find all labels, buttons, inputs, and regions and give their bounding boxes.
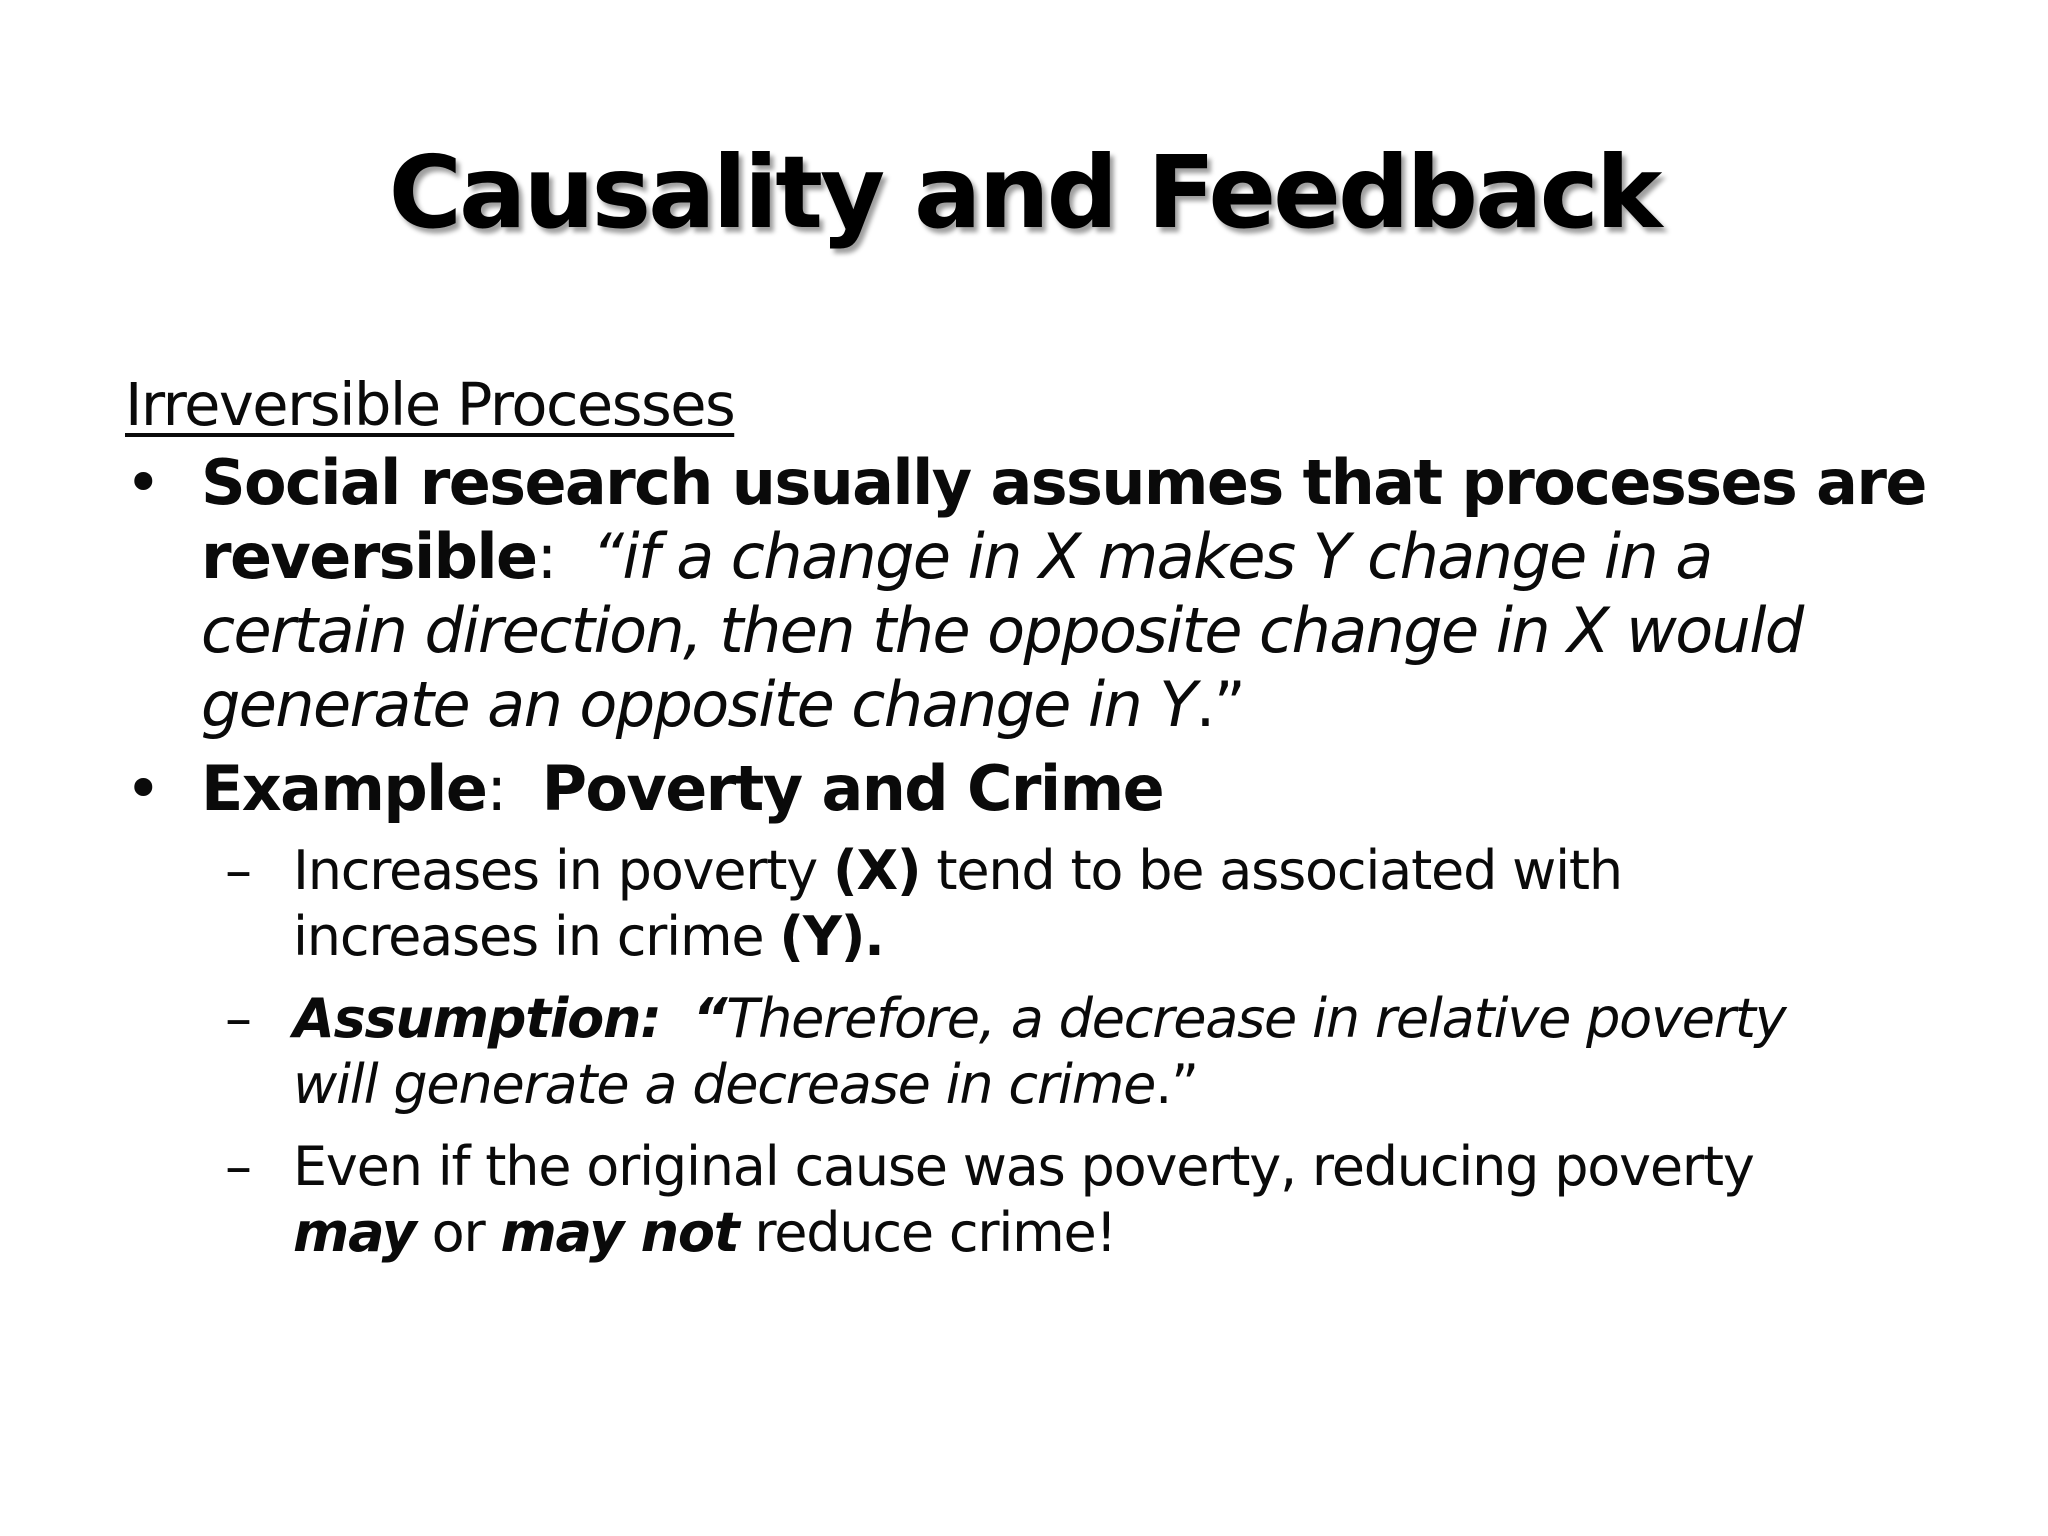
variable-x-label: (X) bbox=[833, 839, 921, 902]
variable-y-label: (Y). bbox=[779, 905, 884, 968]
bullet-reversible-assumption bbox=[125, 446, 1961, 742]
bullet-line bbox=[201, 520, 1961, 594]
slide-body bbox=[125, 368, 1945, 1266]
bullet-marker: • bbox=[125, 752, 160, 825]
sub-bullet-line bbox=[293, 986, 1945, 1052]
bullet-example bbox=[125, 752, 1945, 826]
bullet-quote-line-1: “if a change in X makes Y change in a bbox=[591, 520, 1712, 593]
bullet-marker: • bbox=[125, 446, 160, 519]
section-heading: Irreversible Processes bbox=[125, 370, 735, 439]
sub-bullet-conclusion bbox=[125, 1134, 1945, 1266]
bullet-line bbox=[201, 668, 1961, 742]
assumption-text-line-2: will generate a decrease in crime bbox=[293, 1053, 1156, 1116]
example-label: Example bbox=[201, 752, 487, 825]
example-topic: Poverty and Crime bbox=[541, 752, 1164, 825]
sub-bullet-poverty-crime bbox=[125, 838, 1945, 970]
sub-bullet-text: tend to be associated with bbox=[920, 839, 1622, 902]
slide-title: Causality and Feedback bbox=[388, 134, 1660, 251]
bullet-quote-line-3: generate an opposite change in Y bbox=[201, 668, 1196, 741]
bullet-line bbox=[201, 446, 1961, 520]
bullet-quote-end: .” bbox=[1195, 668, 1245, 741]
assumption-quote-end: .” bbox=[1155, 1053, 1198, 1116]
assumption-quote-open: “ bbox=[692, 987, 727, 1050]
sub-bullet-line bbox=[293, 1200, 1945, 1266]
sub-bullet-marker: – bbox=[225, 1135, 251, 1198]
sub-bullet-line bbox=[293, 904, 1945, 970]
sub-bullet-text: Even if the original cause was poverty, reducing poverty bbox=[293, 1135, 1754, 1198]
sub-bullet-marker: – bbox=[225, 839, 251, 902]
bullet-quote-line-2: certain direction, then the opposite change in X would bbox=[201, 594, 1803, 667]
bullet-lead-text: Social research usually assumes that processes are bbox=[201, 446, 1926, 519]
sub-bullet-assumption bbox=[125, 986, 1945, 1118]
sub-bullet-text: or bbox=[415, 1201, 501, 1264]
assumption-label: Assumption: bbox=[293, 987, 661, 1050]
bullet-lead-term: reversible bbox=[201, 520, 537, 593]
sub-bullet-line bbox=[293, 838, 1945, 904]
bullet-line bbox=[201, 752, 1945, 826]
assumption-text-line-1: Therefore, a decrease in relative poverty bbox=[726, 987, 1786, 1050]
sub-bullet-text: reduce crime! bbox=[738, 1201, 1117, 1264]
sub-bullet-marker: – bbox=[225, 987, 251, 1050]
sub-bullet-text: increases in crime bbox=[293, 905, 780, 968]
emphasis-may: may bbox=[293, 1201, 416, 1264]
sub-bullet-text: Increases in poverty bbox=[293, 839, 834, 902]
bullet-colon: : bbox=[536, 520, 556, 593]
emphasis-may-not: may not bbox=[500, 1201, 739, 1264]
sub-bullet-line bbox=[293, 1052, 1945, 1118]
example-colon: : bbox=[486, 752, 506, 825]
